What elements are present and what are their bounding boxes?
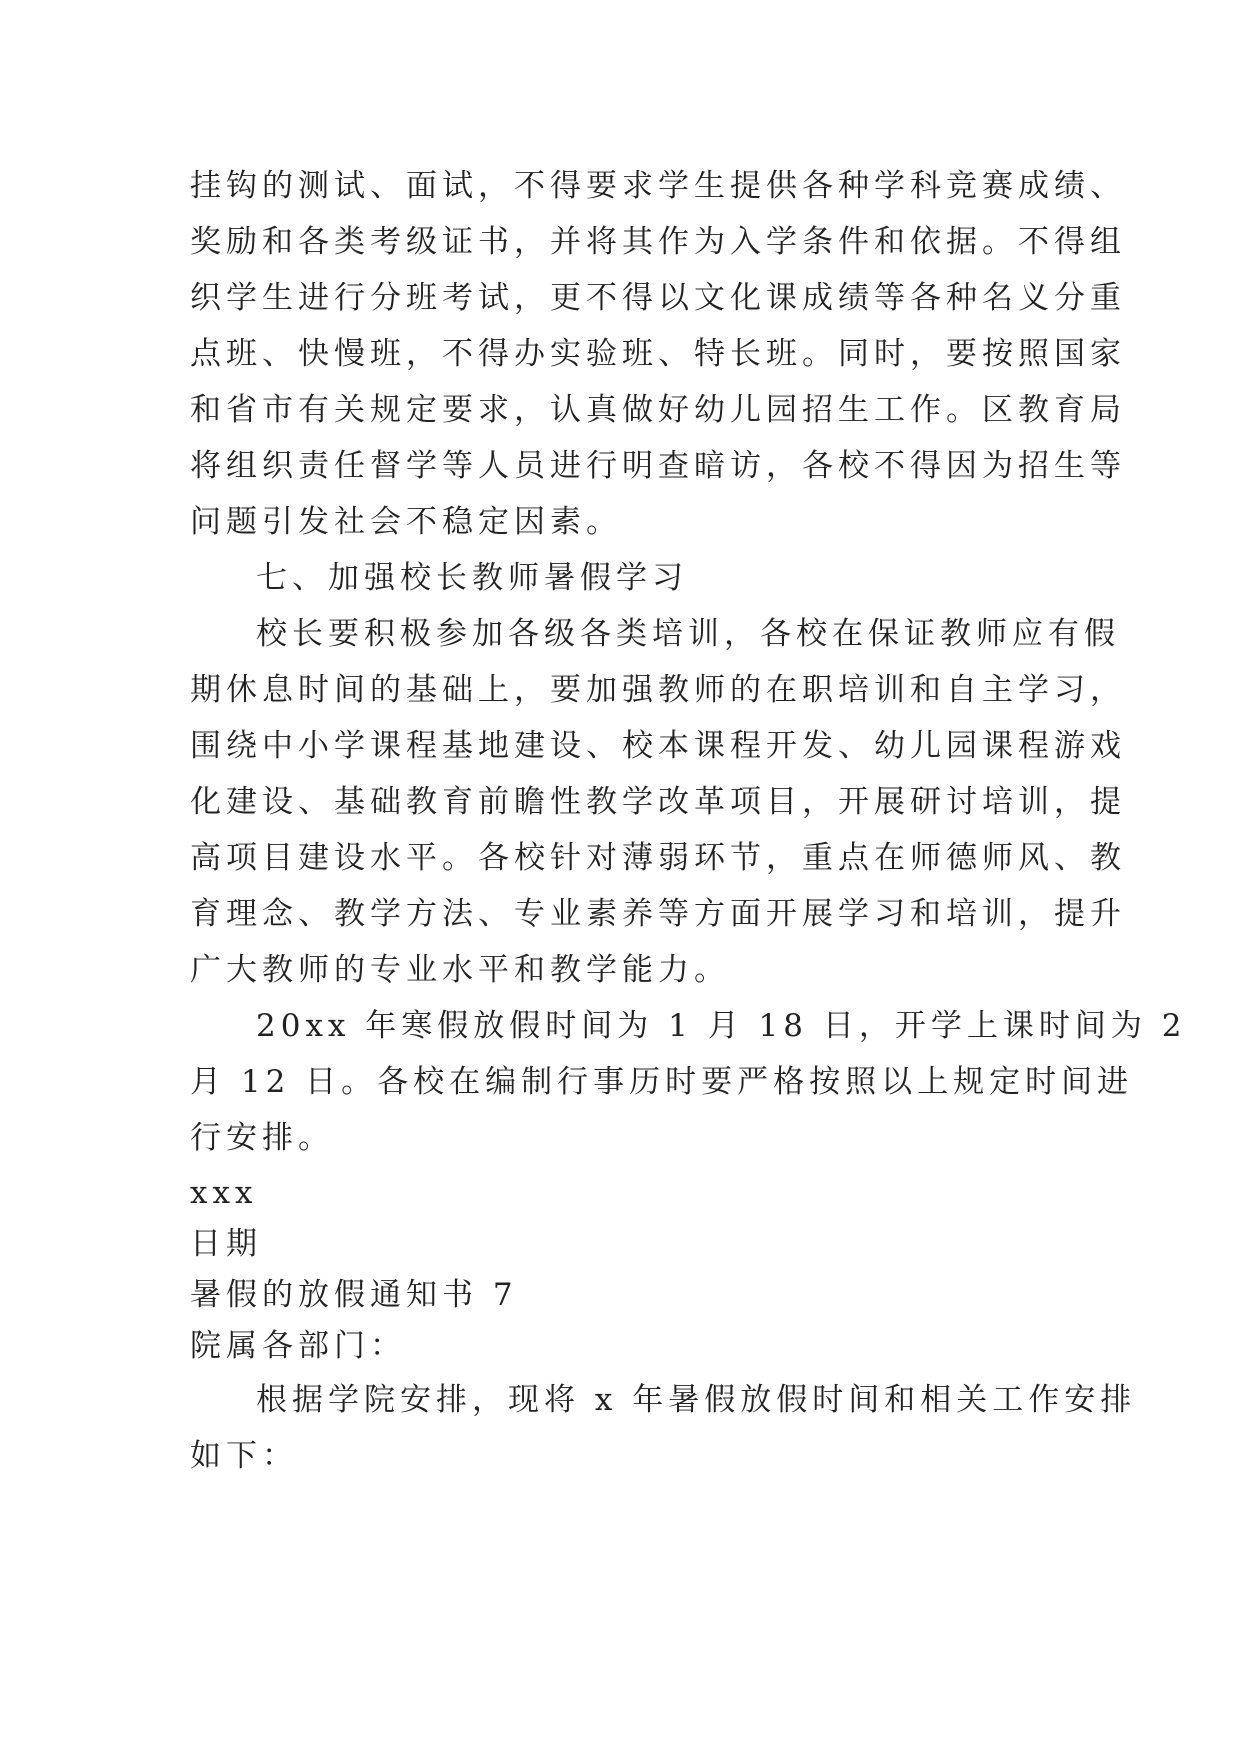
text-line: 月 12 日。各校在编制行事历时要严格按照以上规定时间进 — [190, 1064, 1134, 1100]
text-line: 挂钩的测试、面试，不得要求学生提供各种学科竞赛成绩、 — [190, 168, 1126, 204]
notice-title: 暑假的放假通知书 7 — [190, 1277, 518, 1313]
text-line: 围绕中小学课程基地建设、校本课程开发、幼儿园课程游戏 — [190, 728, 1126, 764]
paragraph-admission-rules — [190, 158, 1126, 550]
paragraph-teacher-training — [190, 606, 1126, 998]
document-body — [190, 158, 1187, 1484]
text-line: 育理念、教学方法、专业素养等方面开展学习和培训，提升 — [190, 896, 1126, 932]
paragraph-winter-break-dates — [190, 998, 1187, 1166]
section-heading: 七、加强校长教师暑假学习 — [256, 560, 688, 596]
text-line: 如下： — [190, 1438, 298, 1474]
text-line: 行安排。 — [190, 1120, 334, 1156]
signature: xxx — [190, 1175, 258, 1211]
text-line: 点班、快慢班，不得办实验班、特长班。同时，要按照国家 — [190, 336, 1126, 372]
salutation: 院属各部门： — [190, 1328, 406, 1364]
text-line: 广大教师的专业水平和教学能力。 — [190, 952, 730, 988]
paragraph-summer-arrangement — [190, 1372, 1137, 1484]
text-line: 织学生进行分班考试，更不得以文化课成绩等各种名义分重 — [190, 280, 1126, 316]
text-line: 问题引发社会不稳定因素。 — [190, 504, 622, 540]
text-line: 校长要积极参加各级各类培训，各校在保证教师应有假 — [256, 616, 1120, 652]
text-line: 根据学院安排，现将 x 年暑假放假时间和相关工作安排 — [256, 1382, 1137, 1418]
text-line: 将组织责任督学等人员进行明查暗访，各校不得因为招生等 — [190, 448, 1126, 484]
date-line: 日期 — [190, 1226, 262, 1262]
text-line: 20xx 年寒假放假时间为 1 月 18 日，开学上课时间为 2 — [256, 1008, 1187, 1044]
text-line: 期休息时间的基础上，要加强教师的在职培训和自主学习， — [190, 672, 1126, 708]
text-line: 化建设、基础教育前瞻性教学改革项目，开展研讨培训，提 — [190, 784, 1126, 820]
text-line: 和省市有关规定要求，认真做好幼儿园招生工作。区教育局 — [190, 392, 1126, 428]
text-line: 高项目建设水平。各校针对薄弱环节，重点在师德师风、教 — [190, 840, 1126, 876]
text-line: 奖励和各类考级证书，并将其作为入学条件和依据。不得组 — [190, 224, 1126, 260]
